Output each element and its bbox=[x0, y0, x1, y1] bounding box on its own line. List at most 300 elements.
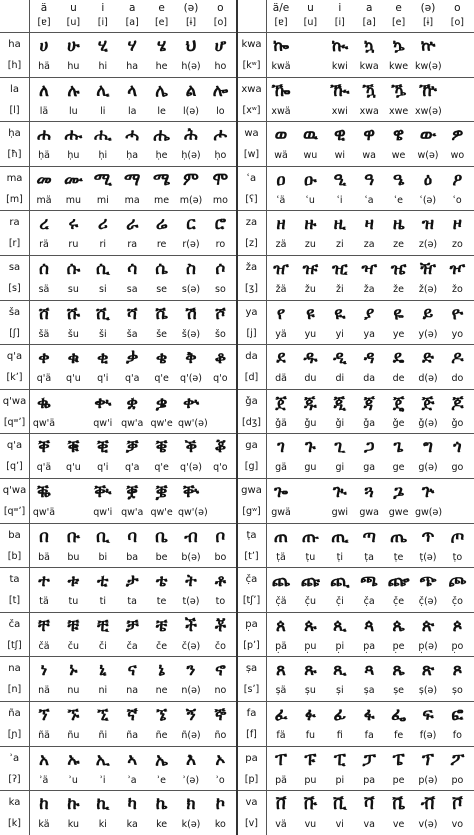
syllable-cell bbox=[356, 792, 382, 832]
header-ipa: [i] bbox=[334, 17, 345, 28]
syllable-cell bbox=[444, 391, 470, 431]
syllable-cell bbox=[297, 257, 323, 297]
consonant-ipa: [v] bbox=[244, 818, 259, 830]
consonant-row bbox=[0, 701, 237, 746]
syllable-cell bbox=[90, 703, 116, 743]
syllable-transliteration: ge bbox=[392, 462, 405, 474]
syllable-transliteration: wa bbox=[362, 150, 376, 162]
syllable-transliteration: č̣i bbox=[335, 596, 344, 608]
syllable-cell bbox=[297, 302, 323, 342]
syllable-cell bbox=[90, 168, 116, 208]
syllable-cell bbox=[327, 703, 353, 743]
syllable-transliteration: ke bbox=[156, 819, 168, 831]
syllable-transliteration: q'a bbox=[124, 373, 140, 385]
syllable-glyph: ዩ bbox=[306, 303, 315, 324]
syllable-transliteration: g(ə) bbox=[418, 462, 438, 474]
consonant-ipa: [r] bbox=[8, 238, 21, 250]
syllable-glyph: ያ bbox=[364, 303, 375, 324]
syllable-cell bbox=[149, 748, 175, 788]
syllable-transliteration: ri bbox=[99, 239, 107, 251]
syllable-cell bbox=[415, 748, 441, 788]
consonant-ipa: [qʼ] bbox=[6, 461, 23, 473]
syllable-transliteration: lu bbox=[69, 105, 78, 117]
syllable-glyph: ለ bbox=[39, 80, 49, 101]
syllable-transliteration: xwä bbox=[271, 105, 291, 117]
syllable-glyph: ገ bbox=[277, 437, 285, 458]
syllable-glyph: ኘ bbox=[38, 705, 50, 725]
syllable-cell bbox=[297, 792, 323, 832]
syllable-transliteration: či bbox=[98, 640, 107, 652]
syllable-transliteration: č(ə) bbox=[181, 640, 201, 652]
syllable-cell bbox=[268, 257, 294, 297]
syllable-cell bbox=[386, 480, 412, 520]
syllable-cell bbox=[415, 123, 441, 163]
syllable-cell bbox=[31, 435, 57, 475]
syllable-transliteration: fo bbox=[452, 730, 462, 741]
syllable-glyph: ቾ bbox=[214, 615, 226, 636]
syllable-transliteration: ra bbox=[127, 239, 138, 251]
syllable-cell bbox=[356, 480, 382, 520]
syllable-glyph: ዘ bbox=[276, 214, 286, 235]
syllable-glyph: ሱ bbox=[66, 259, 81, 279]
syllable-glyph: ጱ bbox=[304, 615, 317, 636]
syllable-transliteration: ho bbox=[214, 61, 227, 72]
syllable-glyph: ፍ bbox=[422, 705, 434, 725]
syllable-glyph: ሐ bbox=[37, 125, 51, 146]
syllable-glyph: ጓ bbox=[364, 482, 374, 502]
consonant-name: ʿa bbox=[246, 172, 257, 184]
syllable-cell bbox=[268, 391, 294, 431]
syllable-transliteration: ñu bbox=[67, 730, 80, 741]
syllable-cell bbox=[297, 168, 323, 208]
syllable-glyph: ቪ bbox=[332, 794, 347, 815]
syllable-cell bbox=[119, 703, 145, 743]
syllable-cell bbox=[60, 614, 86, 654]
syllable-cell bbox=[149, 435, 175, 475]
syllable-glyph: ዖ bbox=[452, 169, 463, 190]
syllable-transliteration: le bbox=[157, 105, 166, 117]
syllable-transliteration: ža bbox=[363, 284, 375, 295]
consonant-row bbox=[237, 166, 474, 211]
syllable-glyph: ሄ bbox=[156, 36, 167, 56]
syllable-transliteration: že bbox=[393, 284, 405, 295]
syllable-cell bbox=[207, 525, 233, 565]
syllable-glyph: ዲ bbox=[333, 348, 347, 369]
syllable-transliteration: l(ə) bbox=[183, 105, 199, 117]
syllable-transliteration: du bbox=[304, 373, 317, 385]
syllable-glyph: ቹ bbox=[67, 615, 80, 636]
syllable-transliteration: qw'a bbox=[121, 417, 144, 429]
syllable-cell bbox=[60, 703, 86, 743]
syllable-cell bbox=[415, 346, 441, 386]
consonant-row bbox=[0, 255, 237, 300]
header-vowel: i bbox=[101, 2, 105, 14]
syllable-transliteration: ṣ(ə) bbox=[418, 685, 438, 697]
syllable-cell bbox=[31, 614, 57, 654]
syllable-glyph: ሙ bbox=[63, 169, 83, 190]
syllable-transliteration: ʾa bbox=[127, 774, 137, 786]
syllable-cell bbox=[178, 257, 204, 297]
syllable-transliteration: p̣e bbox=[392, 640, 405, 652]
syllable-cell bbox=[60, 79, 86, 119]
consonant-ipa: [pʼ] bbox=[243, 639, 260, 651]
consonant-ipa: [ɲ] bbox=[7, 729, 22, 740]
consonant-name: q'a bbox=[6, 440, 23, 452]
syllable-cell bbox=[119, 435, 145, 475]
syllable-transliteration: č̣u bbox=[304, 596, 317, 608]
syllable-cell bbox=[178, 79, 204, 119]
syllable-glyph: ሒ bbox=[93, 125, 112, 146]
syllable-glyph: ን bbox=[186, 660, 196, 681]
syllable-transliteration: to bbox=[215, 596, 226, 608]
syllable-transliteration: ṣo bbox=[452, 685, 463, 697]
syllable-glyph: ቘ bbox=[37, 482, 51, 502]
syllable-transliteration: č̣e bbox=[393, 596, 405, 608]
syllable-cell bbox=[90, 658, 116, 698]
syllable-cell bbox=[60, 212, 86, 252]
syllable-transliteration: sä bbox=[38, 284, 50, 295]
syllable-glyph: ጎ bbox=[453, 437, 462, 458]
syllable-cell bbox=[31, 480, 57, 520]
syllable-transliteration: č̣o bbox=[451, 596, 463, 608]
syllable-glyph: ዢ bbox=[332, 259, 348, 279]
syllable-glyph: ዎ bbox=[451, 125, 464, 146]
syllable-glyph: ሖ bbox=[213, 125, 228, 146]
header-ipa: [ɨ] bbox=[185, 17, 197, 28]
syllable-glyph: ቫ bbox=[363, 794, 375, 815]
syllable-transliteration: s(ə) bbox=[181, 284, 201, 295]
consonant-ipa: [gʷ] bbox=[242, 506, 261, 517]
syllable-cell bbox=[415, 569, 441, 609]
syllable-cell bbox=[60, 658, 86, 698]
syllable-transliteration: ye bbox=[392, 328, 405, 340]
syllable-cell bbox=[178, 703, 204, 743]
consonant-row bbox=[237, 523, 474, 568]
syllable-transliteration: yu bbox=[304, 328, 317, 340]
syllable-glyph: ዴ bbox=[392, 348, 405, 369]
syllable-transliteration: k(ə) bbox=[181, 819, 201, 831]
syllable-cell bbox=[178, 792, 204, 832]
syllable-glyph: ጺ bbox=[333, 660, 347, 681]
syllable-cell bbox=[386, 525, 412, 565]
syllable-cell bbox=[60, 525, 86, 565]
syllable-cell bbox=[444, 480, 470, 520]
syllable-transliteration: li bbox=[100, 105, 106, 117]
syllable-transliteration: wu bbox=[303, 150, 318, 162]
syllable-transliteration: qw'(ə) bbox=[178, 417, 208, 429]
syllable-transliteration: mo bbox=[212, 194, 228, 206]
syllable-transliteration: žä bbox=[275, 284, 287, 295]
syllable-cell bbox=[207, 302, 233, 342]
syllable-cell bbox=[207, 614, 233, 654]
syllable-glyph: ሩ bbox=[68, 214, 79, 235]
syllable-transliteration: n(ə) bbox=[181, 685, 201, 697]
syllable-glyph: ኝ bbox=[185, 705, 197, 725]
consonant-ipa: [t] bbox=[8, 595, 21, 607]
syllable-glyph: ሪ bbox=[97, 214, 108, 235]
syllable-transliteration: qw'ä bbox=[32, 507, 56, 518]
syllable-transliteration: r(ə) bbox=[182, 239, 200, 251]
syllable-glyph: መ bbox=[36, 169, 52, 190]
syllable-cell bbox=[90, 79, 116, 119]
syllable-cell bbox=[178, 435, 204, 475]
syllable-transliteration: ṣä bbox=[275, 685, 287, 697]
syllable-cell bbox=[268, 569, 294, 609]
syllable-glyph: ሺ bbox=[95, 303, 110, 324]
syllable-cell bbox=[297, 480, 323, 520]
syllable-transliteration: ṭu bbox=[305, 551, 316, 563]
syllable-glyph: ቌ bbox=[155, 392, 168, 413]
syllable-cell bbox=[31, 302, 57, 342]
consonant-name: q'wa bbox=[2, 395, 27, 407]
syllable-glyph: ዙ bbox=[304, 214, 317, 235]
syllable-transliteration: ta bbox=[127, 596, 137, 608]
syllable-cell bbox=[327, 569, 353, 609]
syllable-glyph: ሮ bbox=[214, 214, 227, 235]
syllable-glyph: ጵ bbox=[421, 615, 435, 636]
syllable-glyph: ቄ bbox=[155, 348, 168, 369]
syllable-transliteration: ču bbox=[67, 640, 80, 652]
header-vowel: a bbox=[365, 2, 373, 14]
syllable-transliteration: ṭ(ə) bbox=[419, 551, 437, 563]
syllable-glyph: ሔ bbox=[153, 125, 170, 146]
syllable-transliteration: fi bbox=[336, 730, 343, 741]
syllable-transliteration: ṣu bbox=[304, 685, 316, 697]
syllable-cell bbox=[415, 435, 441, 475]
consonant-ipa: [z] bbox=[245, 238, 258, 250]
syllable-cell bbox=[415, 703, 441, 743]
syllable-transliteration: ḥo bbox=[214, 150, 227, 162]
syllable-glyph: ም bbox=[183, 169, 199, 190]
syllable-transliteration: q'i bbox=[97, 462, 109, 474]
consonant-name: da bbox=[245, 351, 258, 363]
syllable-transliteration: ǧi bbox=[335, 417, 345, 429]
syllable-glyph: ጀ bbox=[275, 392, 287, 413]
syllable-transliteration: ño bbox=[214, 730, 227, 741]
syllable-glyph: ዝ bbox=[421, 214, 435, 235]
syllable-cell bbox=[356, 703, 382, 743]
syllable-cell bbox=[31, 34, 57, 74]
syllable-glyph: ዋ bbox=[363, 125, 376, 146]
header-ipa: [ɐ] bbox=[274, 17, 288, 28]
syllable-glyph: ጐ bbox=[273, 482, 289, 502]
syllable-glyph: ዃ bbox=[362, 80, 377, 101]
syllable-glyph: ሑ bbox=[64, 125, 83, 146]
consonant-row bbox=[0, 210, 237, 255]
consonant-name: ǧa bbox=[245, 395, 258, 407]
syllable-transliteration: ča bbox=[126, 640, 138, 652]
syllable-cell bbox=[415, 257, 441, 297]
syllable-cell bbox=[415, 614, 441, 654]
syllable-cell bbox=[444, 257, 470, 297]
syllable-glyph: ጋ bbox=[363, 437, 375, 458]
syllable-cell bbox=[268, 346, 294, 386]
syllable-cell bbox=[60, 34, 86, 74]
syllable-cell bbox=[119, 658, 145, 698]
syllable-cell bbox=[90, 435, 116, 475]
syllable-cell bbox=[60, 391, 86, 431]
consonant-name: ʾa bbox=[9, 752, 20, 764]
syllable-cell bbox=[297, 658, 323, 698]
syllable-cell bbox=[60, 123, 86, 163]
header-ipa: [e] bbox=[391, 17, 406, 28]
syllable-cell bbox=[90, 748, 116, 788]
syllable-cell bbox=[90, 569, 116, 609]
syllable-cell bbox=[119, 569, 145, 609]
syllable-glyph: ኴ bbox=[392, 36, 405, 56]
syllable-cell bbox=[31, 525, 57, 565]
syllable-glyph: ሳ bbox=[127, 259, 138, 279]
syllable-cell bbox=[444, 703, 470, 743]
syllable-glyph: ጽ bbox=[421, 660, 435, 681]
consonant-name: gwa bbox=[241, 485, 262, 496]
syllable-glyph: ዜ bbox=[392, 214, 405, 235]
syllable-glyph: ቼ bbox=[155, 615, 168, 636]
syllable-glyph: ሜ bbox=[152, 169, 171, 190]
syllable-transliteration: žu bbox=[304, 284, 316, 295]
syllable-cell bbox=[60, 569, 86, 609]
consonant-row bbox=[237, 210, 474, 255]
syllable-cell bbox=[415, 658, 441, 698]
syllable-cell bbox=[31, 748, 57, 788]
syllable-transliteration: na bbox=[126, 685, 139, 697]
syllable-transliteration: bo bbox=[214, 551, 227, 563]
syllable-transliteration: y(ə) bbox=[418, 328, 438, 340]
syllable-glyph: ፌ bbox=[391, 705, 407, 725]
consonant-name: fa bbox=[246, 708, 257, 719]
syllable-transliteration: ga bbox=[363, 462, 376, 474]
syllable-glyph: ዐ bbox=[276, 169, 286, 190]
syllable-cell bbox=[297, 703, 323, 743]
syllable-glyph: ኜ bbox=[156, 705, 168, 725]
syllable-transliteration: ñe bbox=[155, 730, 168, 741]
syllable-cell bbox=[119, 34, 145, 74]
syllable-transliteration: w(ə) bbox=[417, 150, 439, 162]
syllable-glyph: ጬ bbox=[387, 571, 410, 592]
syllable-cell bbox=[60, 435, 86, 475]
syllable-transliteration: šo bbox=[215, 328, 226, 340]
syllable-transliteration: žo bbox=[451, 284, 463, 295]
syllable-cell bbox=[386, 346, 412, 386]
syllable-cell bbox=[178, 391, 208, 431]
syllable-transliteration: č̣ä bbox=[275, 596, 287, 608]
consonant-row bbox=[237, 77, 474, 122]
syllable-transliteration: ṣa bbox=[363, 685, 375, 697]
syllable-transliteration: čo bbox=[214, 640, 226, 652]
consonant-name: ža bbox=[245, 262, 258, 273]
syllable-glyph: ቁ bbox=[67, 348, 80, 369]
syllable-transliteration: kwä bbox=[271, 61, 291, 72]
syllable-transliteration: di bbox=[335, 373, 345, 385]
syllable-glyph: ዌ bbox=[393, 125, 405, 146]
syllable-glyph: ቛ bbox=[126, 482, 138, 502]
syllable-cell bbox=[268, 79, 294, 119]
syllable-glyph: ኦ bbox=[215, 749, 226, 770]
syllable-glyph: ሴ bbox=[155, 259, 168, 279]
consonant-row bbox=[237, 790, 474, 835]
consonant-name: ma bbox=[6, 172, 23, 184]
syllable-cell bbox=[149, 302, 175, 342]
syllable-cell bbox=[178, 123, 204, 163]
header-ipa: [ɨ] bbox=[422, 17, 434, 28]
syllable-cell bbox=[444, 346, 470, 386]
consonant-row bbox=[237, 612, 474, 657]
syllable-glyph: ኲ bbox=[331, 36, 349, 56]
consonant-ipa: [w] bbox=[243, 149, 260, 161]
syllable-cell bbox=[207, 569, 233, 609]
syllable-transliteration: ǧa bbox=[363, 417, 376, 429]
syllable-transliteration: ʾ(ə) bbox=[182, 774, 200, 786]
syllable-cell bbox=[90, 391, 116, 431]
consonant-ipa: [ʔ] bbox=[8, 773, 21, 785]
consonant-row bbox=[0, 121, 237, 166]
syllable-transliteration: šä bbox=[38, 328, 50, 340]
syllable-glyph: ዂ bbox=[330, 80, 350, 101]
header-ipa: [o] bbox=[213, 17, 227, 28]
syllable-glyph: ል bbox=[185, 80, 197, 101]
syllable-cell bbox=[31, 658, 57, 698]
syllable-glyph: ታ bbox=[125, 571, 139, 592]
header-ipa: [e] bbox=[154, 17, 169, 28]
consonant-ipa: [j] bbox=[246, 327, 257, 339]
syllable-cell bbox=[31, 569, 57, 609]
syllable-glyph: ቺ bbox=[97, 615, 109, 636]
syllable-cell bbox=[415, 480, 441, 520]
consonant-row bbox=[0, 166, 237, 211]
syllable-cell bbox=[90, 302, 116, 342]
syllable-transliteration: q'(ə) bbox=[180, 373, 202, 385]
syllable-transliteration: b(ə) bbox=[181, 551, 201, 563]
syllable-glyph: ኛ bbox=[126, 705, 138, 725]
consonant-name: ka bbox=[8, 797, 21, 809]
syllable-glyph: ሕ bbox=[184, 125, 198, 146]
syllable-cell bbox=[207, 346, 233, 386]
syllable-cell bbox=[327, 480, 353, 520]
syllable-glyph: በ bbox=[39, 526, 49, 547]
syllable-cell bbox=[386, 168, 412, 208]
syllable-transliteration: ḥa bbox=[126, 150, 139, 162]
syllable-transliteration: ʿi bbox=[337, 194, 343, 206]
consonant-name: ša bbox=[8, 306, 21, 318]
syllable-transliteration: te bbox=[156, 596, 167, 608]
syllable-transliteration: ze bbox=[393, 239, 405, 251]
syllable-cell bbox=[149, 480, 175, 520]
syllable-transliteration: qw'ä bbox=[32, 417, 56, 429]
syllable-glyph: ረ bbox=[39, 214, 49, 235]
syllable-glyph: ጕ bbox=[421, 482, 435, 502]
consonant-name: xwa bbox=[241, 83, 262, 95]
consonant-row bbox=[237, 344, 474, 389]
consonant-ipa: [qʷʼ] bbox=[3, 506, 26, 517]
syllable-cell bbox=[119, 123, 145, 163]
syllable-cell bbox=[31, 346, 57, 386]
syllable-cell bbox=[178, 168, 204, 208]
syllable-cell bbox=[356, 748, 382, 788]
syllable-cell bbox=[356, 257, 382, 297]
syllable-cell bbox=[31, 79, 57, 119]
syllable-transliteration: bu bbox=[67, 551, 80, 563]
syllable-cell bbox=[149, 123, 175, 163]
syllable-cell bbox=[90, 212, 116, 252]
syllable-glyph: ከ bbox=[39, 794, 49, 815]
syllable-transliteration: va bbox=[363, 819, 375, 831]
syllable-glyph: ቒ bbox=[96, 437, 109, 458]
syllable-glyph: ኬ bbox=[155, 794, 168, 815]
syllable-glyph: ፎ bbox=[451, 705, 464, 725]
consonant-row bbox=[237, 567, 474, 612]
syllable-transliteration: bi bbox=[98, 551, 108, 563]
syllable-cell bbox=[60, 346, 86, 386]
